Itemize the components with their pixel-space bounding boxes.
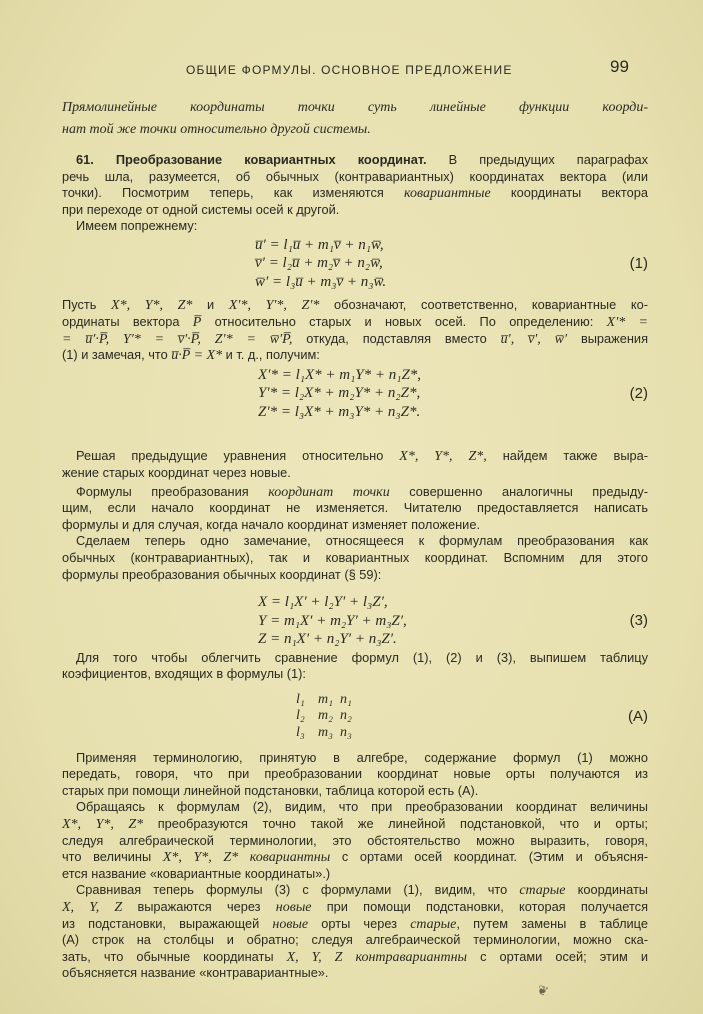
- running-header: ОБЩИЕ ФОРМУЛЫ. ОСНОВНОЕ ПРЕДЛОЖЕНИЕ: [186, 63, 513, 77]
- text-run: ется название «ковариантные координаты».): [62, 865, 331, 881]
- text-run: обозначают, соответственно, ковариантные ко-: [319, 297, 649, 313]
- text-line: [62, 484, 648, 501]
- table-cell: m₁: [318, 691, 333, 707]
- text-run: что величины: [62, 849, 163, 865]
- equation-line: X′* = l₁X* + m₁Y* + n₁Z*,: [258, 366, 422, 383]
- italic-text: новые: [272, 916, 309, 932]
- text-run: зать, что обычные координаты: [62, 948, 287, 964]
- text-line: [62, 297, 648, 314]
- text-run: Обращаясь к формулам (2), видим, что при преобразовании координат величины: [76, 799, 648, 815]
- equation-line: u̅′ = l₁u̅ + m₁v̅ + n₁w̅,: [255, 236, 384, 253]
- text-line: [62, 949, 648, 966]
- text-run: (A) строк на столбцы и обратно; следуя алгебраической терминологии, можно ска-: [62, 932, 648, 948]
- equation-number-2: (2): [629, 384, 648, 402]
- italic-text: старые: [410, 916, 457, 932]
- text-run: и: [192, 297, 229, 313]
- italic-text: Прямолинейные координаты точки суть линейные функции коорди-: [62, 100, 648, 115]
- ink-mark-icon: ❦: [534, 981, 551, 1000]
- text-line: [62, 517, 648, 534]
- text-run: формулы преобразования обычных координат (§ 59):: [62, 566, 382, 582]
- text-line: [62, 96, 648, 118]
- text-line: [62, 666, 648, 683]
- text-run: жение старых координат через новые.: [62, 464, 291, 480]
- text-run: совершенно аналогичны предыду-: [389, 483, 648, 499]
- equation-1-row: [62, 236, 648, 292]
- text-line: [62, 169, 648, 186]
- table-row: [296, 708, 362, 725]
- text-run: (1) и замечая, что: [62, 347, 172, 363]
- text-line: [62, 833, 648, 850]
- text-line: [62, 567, 648, 584]
- text-run: ординаты вектора: [62, 314, 193, 330]
- text-run: передать, говоря, что при преобразовании координат новые орты получаются из: [62, 766, 648, 782]
- text-run: формулы и для случая, когда начало координат изменяет положение.: [62, 516, 480, 532]
- coefficient-table-a: [296, 692, 362, 742]
- text-run: при переходе от одной системы осей к другой.: [62, 201, 340, 217]
- equation-line: Z′* = l₃X* + m₃Y* + n₃Z*.: [258, 403, 421, 420]
- table-cell: n₂: [340, 708, 352, 724]
- paragraph-imeem: [62, 218, 648, 235]
- text-run: Сделаем теперь одно замечание, относящееся к формулам преобразования как: [76, 533, 648, 549]
- paragraph-obrashchayas: [62, 799, 648, 882]
- text-line: [62, 448, 648, 465]
- text-run: точки). Посмотрим теперь, как изменяются: [62, 185, 404, 201]
- equation-line: Z = n₁X′ + n₂Y′ + n₃Z′.: [258, 631, 397, 648]
- text-run: орты через: [308, 915, 411, 931]
- equation-line: Y = m₁X′ + m₂Y′ + m₃Z′,: [258, 612, 407, 629]
- table-a-row: [62, 692, 648, 742]
- text-run: и т. д., получим:: [222, 347, 320, 363]
- equation-line: Y′* = l₂X* + m₂Y* + n₂Z*,: [258, 385, 421, 402]
- italic-text: нат той же точки относительно другой системы.: [62, 122, 371, 137]
- table-cell: l₂: [296, 708, 305, 724]
- text-run: при помощи подстановки, которая получается: [311, 898, 649, 914]
- text-line: [62, 750, 648, 767]
- page-number: 99: [610, 57, 629, 76]
- text-line: [62, 314, 648, 331]
- text-run: Применяя терминологию, принятую в алгебре, содержание формул (1) можно: [76, 749, 648, 765]
- equation-2: [258, 366, 421, 422]
- text-run: из подстановки, выражающей: [62, 915, 273, 931]
- text-run: Пусть: [62, 297, 112, 313]
- text-line: [62, 932, 648, 949]
- text-run: относительно старых и новых осей. По определению:: [201, 314, 607, 330]
- text-run: Имеем попрежнему:: [76, 218, 198, 234]
- table-label-a: (A): [628, 707, 648, 725]
- section-heading: 61. Преобразование ковариантных координат.: [76, 152, 427, 167]
- text-line: [62, 550, 648, 567]
- text-column: [62, 96, 648, 1000]
- text-run: координаты вектора: [490, 185, 648, 201]
- text-line: [62, 916, 648, 933]
- text-line: [62, 783, 648, 800]
- text-run: найдем также выра-: [486, 448, 649, 464]
- italic-text: X*, Y*, Z*: [111, 298, 193, 314]
- table-row: [296, 725, 362, 742]
- text-run: Сравнивая теперь формулы (3) с формулами (1), видим, что: [76, 882, 520, 898]
- italic-text: старые: [519, 883, 566, 899]
- text-line: [62, 347, 648, 364]
- italic-text: ковариантные: [404, 186, 491, 202]
- equation-line: w̅′ = l₃u̅ + m₃v̅ + n₃w̅.: [255, 273, 387, 290]
- text-line: [62, 766, 648, 783]
- italic-text: X, Y, Z: [62, 899, 123, 915]
- text-line: [62, 331, 648, 348]
- text-run: старых при помощи линейной подстановки, таблица которой есть (A).: [62, 782, 479, 798]
- section-61-paragraph: [62, 152, 648, 218]
- text-run: преобразуются точно такой же линейной подстановкой, что и орты;: [143, 815, 648, 831]
- paragraph-sravnivaya: [62, 882, 648, 982]
- text-run: , путем замены в таблице: [456, 915, 648, 931]
- text-line: [62, 465, 648, 482]
- table-row: [296, 692, 362, 709]
- text-run: коэфициентов, входящих в формулы (1):: [62, 666, 306, 682]
- text-run: объясняется название «контравариантные».: [62, 965, 329, 981]
- italic-text: координат точки: [268, 484, 390, 500]
- italic-text: X*, Y*, Z*: [62, 816, 144, 832]
- text-run: Для того чтобы облегчить сравнение формул (1), (2) и (3), выпишем таблицу: [76, 649, 648, 665]
- text-line: [62, 799, 648, 816]
- text-line: [62, 185, 648, 202]
- italic-text: X, Y, Z контравариантны: [286, 949, 468, 965]
- text-run: речь шла, разумеется, об обычных (контравариантных) координатах вектора (или: [62, 168, 648, 184]
- paragraph-dlya: [62, 650, 648, 683]
- table-cell: l₃: [296, 724, 305, 740]
- equation-line: X = l₁X′ + l₂Y′ + l₃Z′,: [258, 594, 388, 611]
- text-line: [62, 882, 648, 899]
- paragraph-reshaya: [62, 448, 648, 481]
- table-cell: n₃: [340, 724, 352, 740]
- italic-text: u̅′, v̅′, w̅′: [500, 331, 568, 347]
- text-run: откуда, подставляя вместо: [292, 330, 501, 346]
- paragraph-primenyaya: [62, 750, 648, 800]
- text-line: [62, 650, 648, 667]
- text-line: [62, 202, 648, 219]
- paragraph-sdelaem: [62, 533, 648, 583]
- equation-3: [258, 593, 407, 649]
- text-run: Решая предыдущие уравнения относительно: [76, 448, 400, 464]
- text-line: [62, 152, 648, 169]
- text-run: выражения: [567, 330, 648, 346]
- equation-3-row: [62, 593, 648, 649]
- text-line: [62, 816, 648, 833]
- italic-text: X′*, Y′*, Z′*: [228, 298, 320, 314]
- equation-line: v̅′ = l₂u̅ + m₂v̅ + n₂w̅,: [255, 255, 383, 272]
- text-line: [62, 533, 648, 550]
- theorem-statement: [62, 96, 648, 140]
- text-run: выражаются через: [122, 898, 276, 914]
- text-line: [62, 899, 648, 916]
- text-line: [62, 218, 648, 235]
- text-run: обычных (контравариантных), так и ковариантных координат. Вспомним для этого: [62, 549, 648, 565]
- italic-text: X*, Y*, Z*,: [399, 449, 487, 465]
- text-run: В предыдущих параграфах: [426, 152, 648, 167]
- table-cell: n₁: [340, 691, 352, 707]
- text-run: щим, если начало координат не изменяется. Читателю предоставляется написать: [62, 500, 648, 516]
- text-run: с ортами осей координат. (Этим и объясня-: [330, 849, 649, 865]
- text-line: [62, 866, 648, 883]
- italic-text: X*, Y*, Z* ковариантны: [162, 850, 331, 866]
- paragraph-pust: [62, 297, 648, 363]
- paragraph-formuly: [62, 484, 648, 534]
- text-line: [62, 849, 648, 866]
- text-run: с ортами осей; этим и: [467, 948, 648, 964]
- text-run: координаты: [565, 882, 648, 898]
- text-line: [62, 500, 648, 517]
- table-cell: l₁: [296, 691, 305, 707]
- equation-1: [255, 236, 386, 292]
- table-cell: m₂: [318, 708, 333, 724]
- text-line: [62, 118, 648, 140]
- equation-number-3: (3): [629, 611, 648, 629]
- italic-text: u̅·P̅ = X*: [171, 348, 223, 364]
- table-cell: m₃: [318, 724, 333, 740]
- italic-text: X′* =: [606, 315, 648, 331]
- text-line: [62, 965, 648, 982]
- italic-text: P̅: [192, 315, 202, 331]
- equation-2-row: [62, 366, 648, 422]
- italic-text: новые: [275, 899, 312, 915]
- text-run: следуя алгебраической терминологии, это обстоятельство можно выразить, говоря,: [62, 832, 648, 848]
- text-run: Формулы преобразования: [76, 483, 269, 499]
- italic-text: = u̅′·P̅, Y′* = v̅′·P̅, Z′* = w̅′P̅,: [62, 331, 293, 347]
- equation-number-1: (1): [629, 254, 648, 272]
